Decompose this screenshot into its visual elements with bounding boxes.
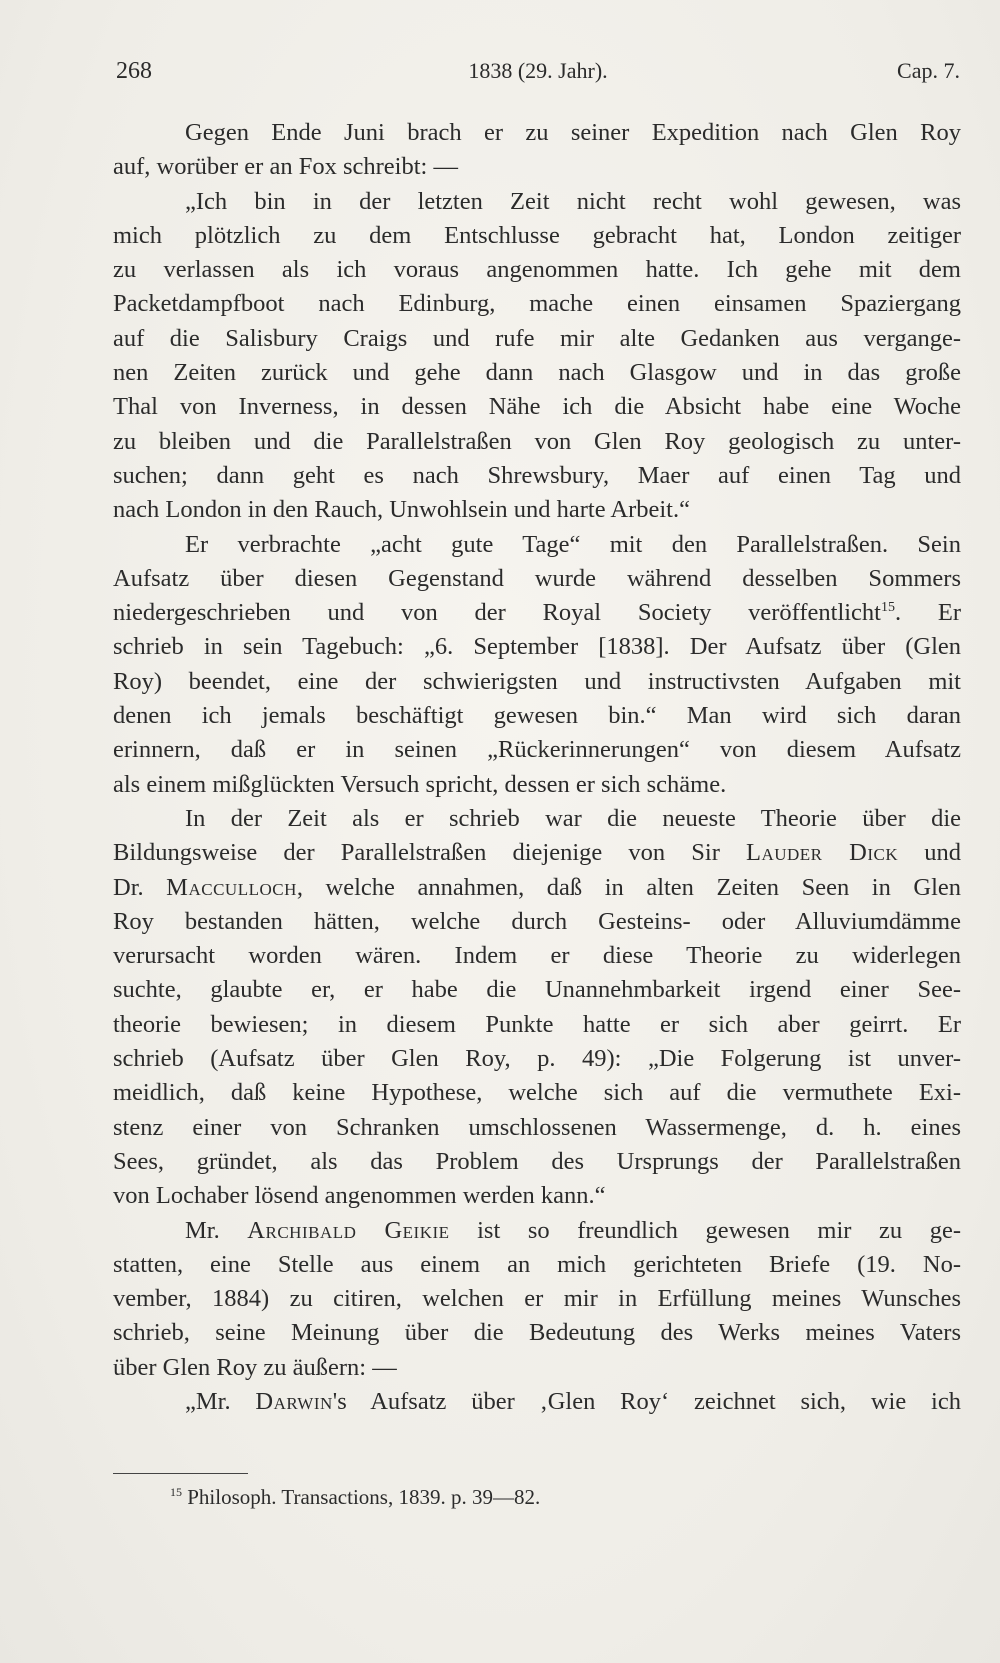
text-line xyxy=(113,1385,961,1419)
footnote-rule xyxy=(113,1473,248,1474)
line-text: vember, 1884) zu citiren, welchen er mir in Erfüllung meines Wunsches xyxy=(113,1285,961,1313)
line-text: denen ich jemals beschäftigt gewesen bin.“ Man wird sich daran xyxy=(113,702,961,730)
text-line xyxy=(113,939,961,973)
line-text: statten, eine Stelle aus einem an mich gerichteten Briefe (19. No- xyxy=(113,1250,961,1278)
line-text: Mr. xyxy=(185,1216,248,1244)
footnote-number: 15 xyxy=(170,1485,182,1499)
small-caps-name: Darwin xyxy=(255,1387,333,1415)
line-text: Er verbrachte „acht gute Tage“ mit den Parallelstraßen. Sein xyxy=(185,530,961,558)
text-line xyxy=(113,493,961,527)
line-text: über Glen Roy zu äußern: — xyxy=(113,1353,397,1381)
text-line xyxy=(113,802,961,836)
text-line xyxy=(113,150,961,184)
line-text: Bildungsweise der Parallelstraßen diejenige von Sir xyxy=(113,839,746,867)
line-text: nen Zeiten zurück und gehe dann nach Glasgow und in das große xyxy=(113,359,961,387)
text-line xyxy=(113,596,961,630)
text-line xyxy=(113,253,961,287)
line-text: zu bleiben und die Parallelstraßen von Glen Roy geologisch zu unter- xyxy=(113,427,961,455)
running-header xyxy=(116,58,960,92)
line-text: Thal von Inverness, in dessen Nähe ich die Absicht habe eine Woche xyxy=(113,393,961,421)
text-line xyxy=(113,425,961,459)
line-text: Gegen Ende Juni brach er zu seiner Expedition nach Glen Roy xyxy=(185,119,961,146)
line-text-continued: . Er xyxy=(895,599,961,627)
line-text: Aufsatz über diesen Gegenstand wurde während desselben Sommers xyxy=(113,564,961,592)
text-line xyxy=(113,699,961,733)
text-line xyxy=(113,1145,961,1179)
text-line xyxy=(113,390,961,424)
footnote-ref: 15 xyxy=(881,600,895,615)
text-line xyxy=(113,1214,961,1248)
line-text: erinnern, daß er in seinen „Rückerinnerungen“ von diesem Aufsatz xyxy=(113,736,961,764)
small-caps-name: Lauder Dick xyxy=(746,839,899,867)
line-text: als einem mißglückten Versuch spricht, dessen er sich schäme. xyxy=(113,770,727,798)
text-line xyxy=(113,1008,961,1042)
line-text: schrieb, seine Meinung über die Bedeutung des Werks meines Vaters xyxy=(113,1319,961,1347)
line-text: niedergeschrieben und von der Royal Society veröffentlicht xyxy=(113,599,881,627)
line-text: suchen; dann geht es nach Shrewsbury, Maer auf einen Tag und xyxy=(113,461,961,489)
line-text: Roy) beendet, eine der schwierigsten und instructivsten Aufgaben mit xyxy=(113,667,961,695)
text-line xyxy=(113,905,961,939)
text-line xyxy=(113,322,961,356)
line-text-continued: 's Aufsatz über ‚Glen Roy‘ zeichnet sich, wie ich xyxy=(332,1387,961,1415)
small-caps-name: Archibald Geikie xyxy=(247,1216,450,1244)
text-line xyxy=(113,562,961,596)
text-line xyxy=(113,219,961,253)
text-line xyxy=(113,528,961,562)
line-text: von Lochaber lösend angenommen werden kann.“ xyxy=(113,1182,606,1210)
line-text: „Ich bin in der letzten Zeit nicht recht wohl gewesen, was xyxy=(185,187,961,215)
running-title: 1838 (29. Jahr). xyxy=(468,58,608,83)
line-text: mich plötzlich zu dem Entschlusse gebracht hat, London zeitiger xyxy=(113,221,961,249)
text-line xyxy=(113,836,961,870)
text-line xyxy=(113,1042,961,1076)
line-text: meidlich, daß keine Hypothese, welche sich auf die vermuthete Exi- xyxy=(113,1079,961,1107)
line-text: verursacht worden wären. Indem er diese Theorie zu widerlegen xyxy=(113,942,961,970)
line-text: „Mr. xyxy=(185,1387,256,1415)
text-line xyxy=(113,459,961,493)
text-line xyxy=(113,871,961,905)
small-caps-name: Macculloch xyxy=(166,873,297,901)
line-text-continued: ist so freundlich gewesen mir zu ge- xyxy=(449,1216,961,1244)
line-text: stenz einer von Schranken umschlossenen Wassermenge, d. h. eines xyxy=(113,1113,961,1141)
line-text: Sees, gründet, als das Problem des Ursprungs der Parallelstraßen xyxy=(113,1147,961,1175)
body-text xyxy=(113,116,961,1419)
text-line xyxy=(113,287,961,321)
page-number: 268 xyxy=(116,58,152,84)
footnote xyxy=(170,1482,540,1512)
line-text: Packetdampfboot nach Edinburg, mache einen einsamen Spaziergang xyxy=(113,290,961,318)
text-line xyxy=(113,1316,961,1350)
line-text: auf die Salisbury Craigs und rufe mir alte Gedanken aus vergange- xyxy=(113,324,961,352)
line-text: schrieb in sein Tagebuch: „6. September [1838]. Der Aufsatz über (Glen xyxy=(113,633,961,661)
line-text: In der Zeit als er schrieb war die neueste Theorie über die xyxy=(185,804,961,832)
text-line xyxy=(113,1248,961,1282)
text-line xyxy=(113,1351,961,1385)
text-line xyxy=(113,356,961,390)
text-line xyxy=(113,1282,961,1316)
text-line xyxy=(113,1179,961,1213)
line-text-continued: und xyxy=(898,839,961,867)
line-text: schrieb (Aufsatz über Glen Roy, p. 49): „Die Folgerung ist unver- xyxy=(113,1045,961,1073)
text-line xyxy=(113,1076,961,1110)
line-text: zu verlassen als ich voraus angenommen hatte. Ich gehe mit dem xyxy=(113,256,961,284)
line-text-continued: , welche annahmen, daß in alten Zeiten Seen in Glen xyxy=(296,873,961,901)
chapter-label: Cap. 7. xyxy=(897,58,960,83)
text-line xyxy=(113,116,961,150)
text-line xyxy=(113,768,961,802)
line-text: nach London in den Rauch, Unwohlsein und harte Arbeit.“ xyxy=(113,496,690,524)
text-line xyxy=(113,185,961,219)
line-text: auf, worüber er an Fox schreibt: — xyxy=(113,153,458,181)
line-text: Dr. xyxy=(113,873,167,901)
line-text: suchte, glaubte er, er habe die Unannehmbarkeit irgend einer See- xyxy=(113,976,961,1004)
text-line xyxy=(113,665,961,699)
text-line xyxy=(113,973,961,1007)
footnote-text: Philosoph. Transactions, 1839. p. 39—82. xyxy=(187,1485,541,1509)
text-line xyxy=(113,733,961,767)
line-text: Roy bestanden hätten, welche durch Gesteins- oder Alluviumdämme xyxy=(113,907,961,935)
text-line xyxy=(113,630,961,664)
text-line xyxy=(113,1111,961,1145)
line-text: theorie bewiesen; in diesem Punkte hatte er sich aber geirrt. Er xyxy=(113,1010,961,1038)
